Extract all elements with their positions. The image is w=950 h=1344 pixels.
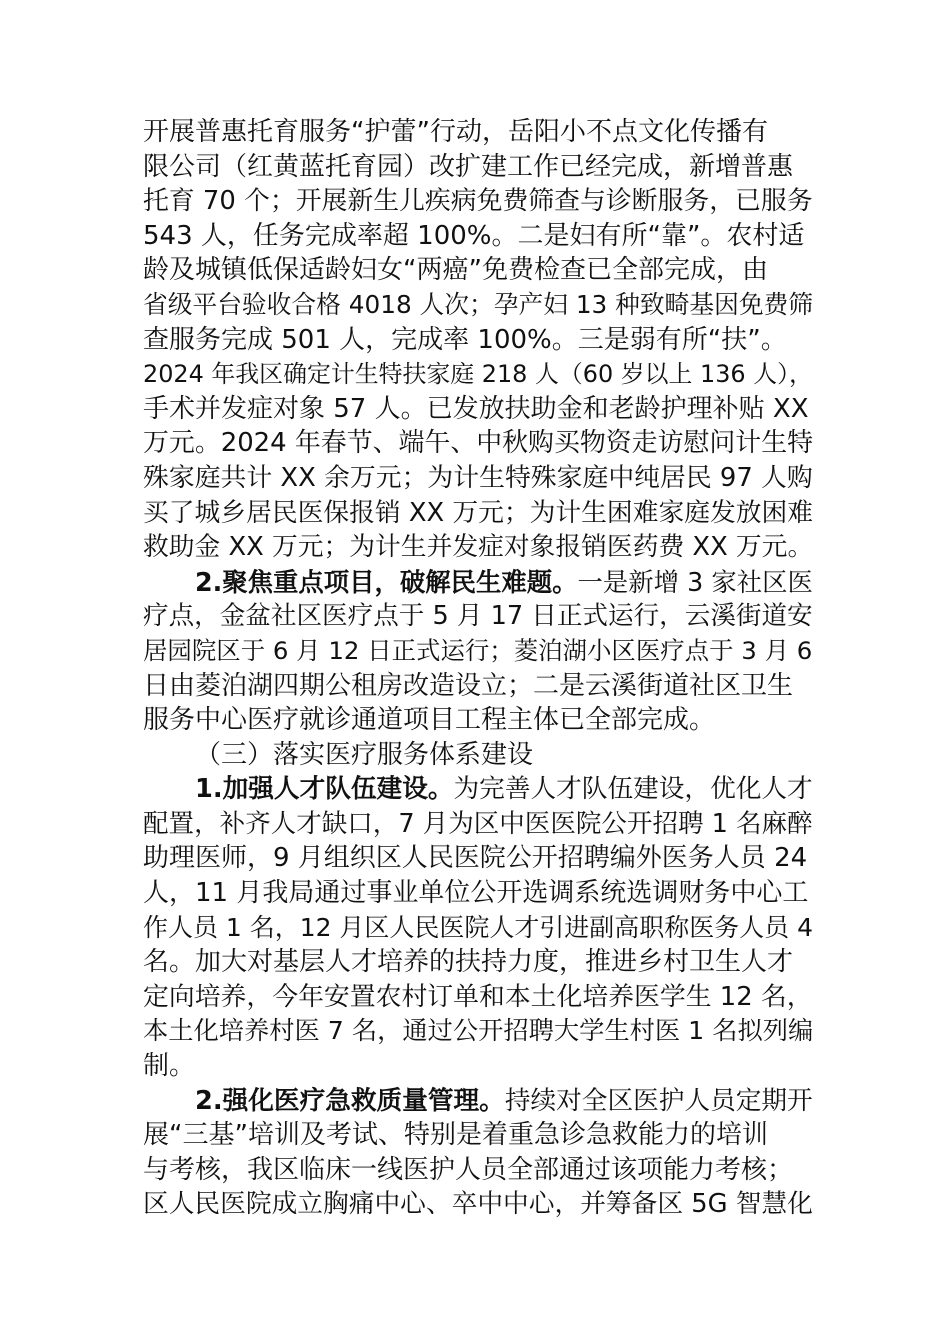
- section-heading: 2.强化医疗急救质量管理。: [195, 1085, 505, 1116]
- line-text: 持续对全区医护人员定期开: [504, 1085, 813, 1116]
- text-line: [143, 1049, 813, 1084]
- line-text: 配置，补齐人才缺口，7 月为区中医医院公开招聘 1 名麻醉: [143, 808, 813, 839]
- line-text: 殊家庭共计 XX 余万元；为计生特殊家庭中纯居民 97 人购: [143, 462, 813, 493]
- text-line: [143, 841, 813, 876]
- line-text: 543 人，任务完成率超 100%。二是妇有所“靠”。农村适: [143, 220, 805, 251]
- line-text: 名。加大对基层人才培养的扶持力度，推进乡村卫生人才: [143, 947, 794, 978]
- line-text: 本土化培养村医 7 名，通过公开招聘大学生村医 1 名拟列编: [143, 1016, 814, 1046]
- line-text: 为完善人才队伍建设，优化人才: [453, 774, 813, 805]
- text-line: [143, 945, 813, 980]
- line-text: 开展普惠托育服务“护蕾”行动，岳阳小不点文化传播有: [143, 117, 768, 147]
- text-line: [143, 253, 813, 288]
- line-text: 与考核，我区临床一线医护人员全部通过该项能力考核；: [143, 1154, 794, 1185]
- text-line: [143, 1084, 813, 1119]
- line-text: 手术并发症对象 57 人。已发放扶助金和老龄护理补贴 XX: [143, 393, 809, 424]
- text-line: [143, 876, 813, 911]
- line-text: 助理医师，9 月组织区人民医院公开招聘编外医务人员 24: [143, 843, 808, 874]
- text-line: [143, 150, 813, 185]
- text-line: [143, 669, 813, 704]
- text-line: [143, 1118, 813, 1153]
- text-line: [143, 461, 813, 496]
- text-line: [143, 772, 813, 807]
- text-line: [143, 1014, 813, 1049]
- line-text: 定向培养，今年安置农村订单和本土化培养医学生 12 名，: [143, 981, 813, 1012]
- document-body: [143, 115, 813, 1222]
- line-text: 买了城乡居民医保报销 XX 万元；为计生困难家庭发放困难: [143, 497, 814, 528]
- text-line: [143, 530, 813, 565]
- text-line: [143, 392, 813, 427]
- section-heading: 2.聚焦重点项目，破解民生难题。: [195, 566, 578, 597]
- line-text: 作人员 1 名，12 月区人民医院人才引进副高职称医务人员 4: [143, 912, 813, 942]
- line-text: 托育 70 个；开展新生儿疾病免费筛查与诊断服务，已服务: [143, 186, 813, 217]
- line-text: 省级平台验收合格 4018 人次；孕产妇 13 种致畸基因免费筛: [143, 289, 814, 319]
- text-line: [143, 1187, 813, 1222]
- text-line: [143, 565, 813, 600]
- text-line: [143, 1153, 813, 1188]
- line-text: 疗点，金盆社区医疗点于 5 月 17 日正式运行，云溪街道安: [143, 601, 813, 632]
- text-line: [143, 634, 813, 669]
- line-text: 2024 年我区确定计生特扶家庭 218 人（60 岁以上 136 人），: [143, 360, 813, 389]
- section-heading: 1.加强人才队伍建设。: [195, 774, 454, 805]
- line-text: 万元。2024 年春节、端午、中秋购买物资走访慰问计生特: [143, 428, 814, 459]
- line-text: （三）落实医疗服务体系建设: [195, 739, 534, 770]
- text-line: [143, 323, 813, 358]
- line-text: 人，11 月我局通过事业单位公开选调系统选调财务中心工: [143, 878, 809, 909]
- text-line: [143, 115, 813, 150]
- text-line: [143, 496, 813, 531]
- line-text: 区人民医院成立胸痛中心、卒中中心，并筹备区 5G 智慧化: [143, 1189, 813, 1220]
- text-line: [143, 807, 813, 842]
- line-text: 日由菱泊湖四期公租房改造设立；二是云溪街道社区卫生: [143, 670, 794, 701]
- text-line: [143, 911, 813, 946]
- line-text: 限公司（红黄蓝托育园）改扩建工作已经完成，新增普惠: [143, 151, 794, 182]
- text-line: [143, 219, 813, 254]
- line-text: 救助金 XX 万元；为计生并发症对象报销医药费 XX 万元。: [143, 532, 814, 563]
- text-line: [143, 357, 813, 392]
- line-text: 服务中心医疗就诊通道项目工程主体已全部完成。: [143, 705, 716, 736]
- text-line: [143, 980, 813, 1015]
- text-line: [143, 599, 813, 634]
- line-text: 一是新增 3 家社区医: [577, 566, 813, 597]
- line-text: 展“三基”培训及考试、特别是着重急诊急救能力的培训: [143, 1120, 768, 1151]
- line-text: 制。: [143, 1051, 196, 1082]
- text-line: [143, 738, 813, 773]
- text-line: [143, 184, 813, 219]
- line-text: 龄及城镇低保适龄妇女“两癌”免费检查已全部完成，由: [143, 255, 768, 286]
- line-text: 居园院区于 6 月 12 日正式运行；菱泊湖小区医疗点于 3 月 6: [143, 635, 813, 665]
- text-line: [143, 426, 813, 461]
- text-line: [143, 703, 813, 738]
- text-line: [143, 288, 813, 323]
- line-text: 查服务完成 501 人，完成率 100%。三是弱有所“扶”。: [143, 324, 787, 355]
